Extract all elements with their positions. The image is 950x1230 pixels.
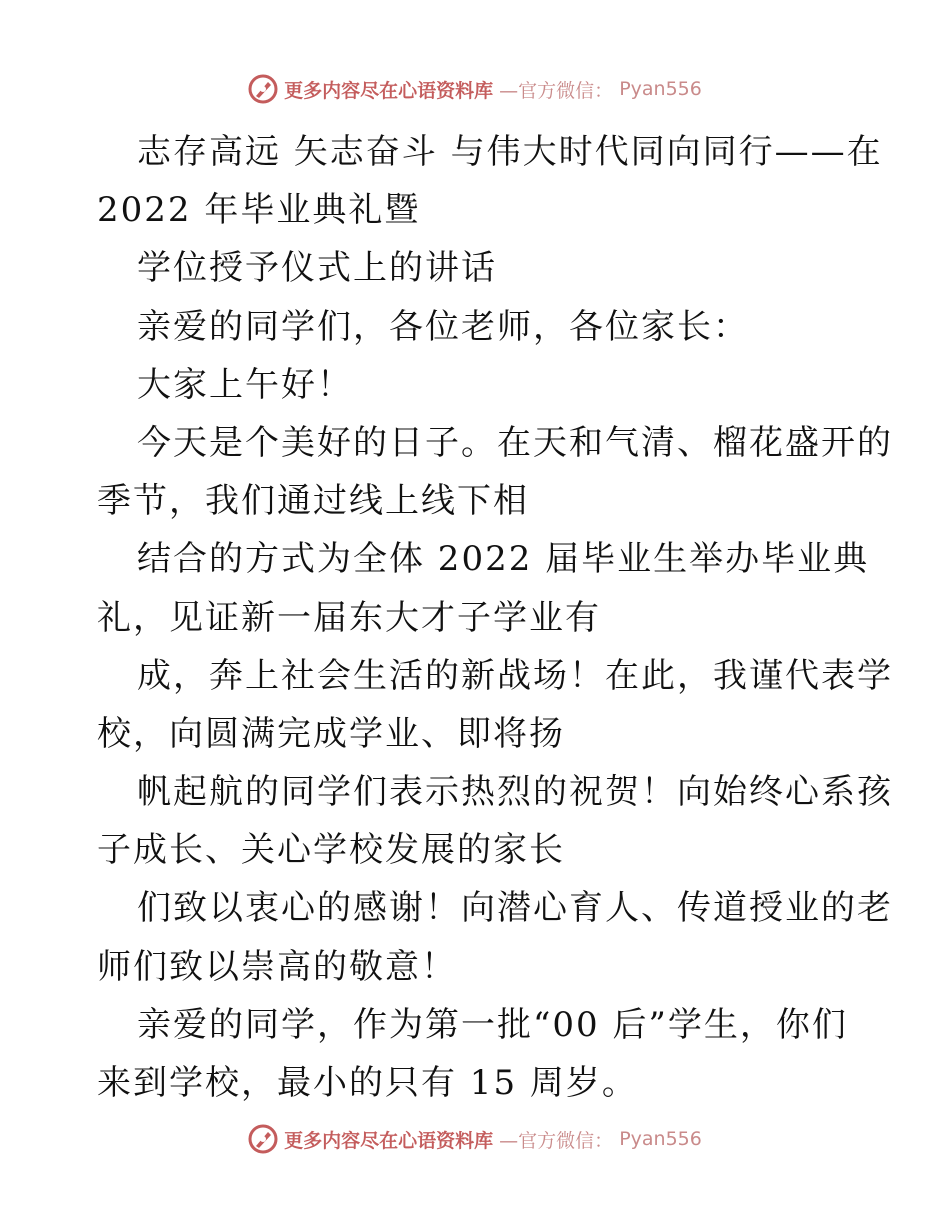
pen-logo-icon — [248, 1124, 278, 1154]
watermark-main-text: 更多内容尽在心语资料库 — [284, 1129, 494, 1152]
paragraph-line: 们致以衷心的感谢！向潜心育人、传道授业的老 — [137, 888, 893, 929]
paragraph-line: 子成长、关心学校发展的家长 — [97, 830, 565, 871]
paragraph-line: 结合的方式为全体 2022 届毕业生举办毕业典 — [137, 539, 870, 580]
paragraph-line: 来到学校，最小的只有 15 周岁。 — [97, 1063, 638, 1103]
watermark-main-text: 更多内容尽在心语资料库 — [284, 79, 494, 102]
salutation-line: 大家上午好！ — [137, 364, 353, 405]
paragraph-line: 礼，见证新一届东大才子学业有 — [97, 597, 601, 638]
paragraph-line: 亲爱的同学，作为第一批“00 后”学生，你们 — [137, 1004, 848, 1045]
paragraph-line: 师们致以崇高的敬意！ — [97, 946, 457, 987]
paragraph-line: 季节，我们通过线上线下相 — [97, 481, 529, 522]
header-watermark — [0, 74, 950, 104]
document-body — [97, 123, 893, 1112]
watermark-id-text: Pyan556 — [619, 1128, 702, 1150]
watermark-separator-text: —官方微信： — [499, 1129, 614, 1152]
paragraph-line: 帆起航的同学们表示热烈的祝贺！向始终心系孩 — [137, 772, 893, 813]
title-line-3: 学位授予仪式上的讲话 — [137, 248, 497, 289]
paragraph-line: 成，奔上社会生活的新战场！在此，我谨代表学 — [137, 655, 893, 696]
watermark-id-text: Pyan556 — [619, 78, 702, 100]
pen-logo-icon — [248, 74, 278, 104]
title-line-2: 2022 年毕业典礼暨 — [97, 190, 421, 231]
greeting-line: 亲爱的同学们，各位老师，各位家长： — [137, 306, 749, 347]
paragraph-line: 今天是个美好的日子。在天和气清、榴花盛开的 — [137, 422, 893, 463]
footer-watermark — [0, 1124, 950, 1154]
watermark-separator-text: —官方微信： — [499, 79, 614, 102]
title-line-1: 志存高远 矢志奋斗 与伟大时代同向同行——在 — [137, 132, 883, 172]
paragraph-line: 校，向圆满完成学业、即将扬 — [97, 713, 565, 754]
